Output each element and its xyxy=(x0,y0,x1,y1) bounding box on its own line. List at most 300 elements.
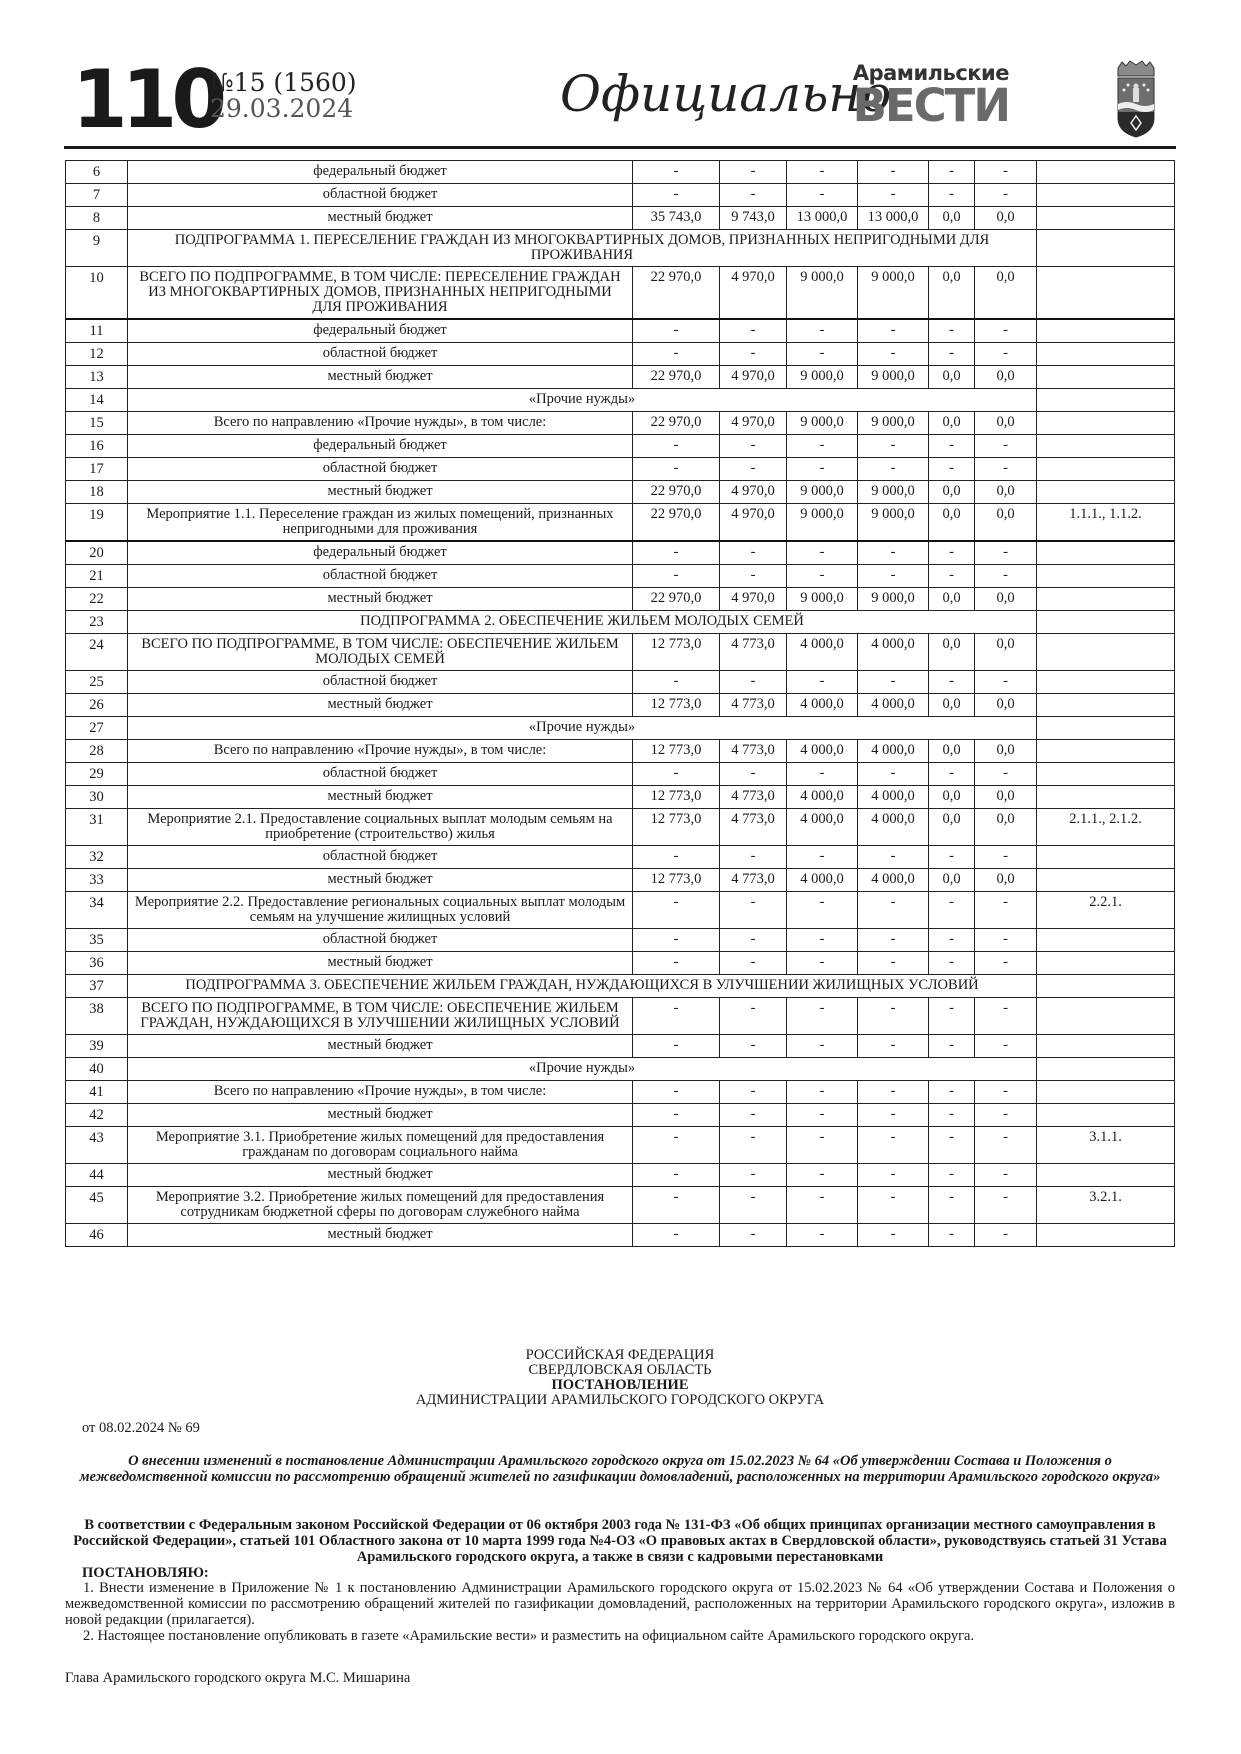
value-cell: - xyxy=(633,343,720,366)
value-cell: 0,0 xyxy=(975,412,1037,435)
value-cell: - xyxy=(720,1224,787,1247)
resolution-date-number: от 08.02.2024 № 69 xyxy=(82,1420,200,1436)
value-cell: - xyxy=(720,1187,787,1224)
target-indicator-ref xyxy=(1037,634,1175,671)
value-cell: - xyxy=(633,671,720,694)
value-cell: 12 773,0 xyxy=(633,809,720,846)
table-row xyxy=(66,565,1175,588)
table-row xyxy=(66,694,1175,717)
table-row xyxy=(66,952,1175,975)
row-number: 22 xyxy=(66,588,128,611)
value-cell: 22 970,0 xyxy=(633,504,720,542)
value-cell: 0,0 xyxy=(975,869,1037,892)
value-cell: - xyxy=(929,1081,975,1104)
value-cell: - xyxy=(929,1104,975,1127)
table-row xyxy=(66,1187,1175,1224)
value-cell: 22 970,0 xyxy=(633,267,720,320)
row-number: 21 xyxy=(66,565,128,588)
value-cell: 4 000,0 xyxy=(858,786,929,809)
value-cell: 9 743,0 xyxy=(720,207,787,230)
value-cell: 0,0 xyxy=(929,412,975,435)
item-name: Всего по направлению «Прочие нужды», в том числе: xyxy=(128,1081,633,1104)
row-number: 44 xyxy=(66,1164,128,1187)
row-number: 39 xyxy=(66,1035,128,1058)
row-number: 38 xyxy=(66,998,128,1035)
masthead-rule xyxy=(64,146,1176,149)
value-cell: - xyxy=(929,1164,975,1187)
value-cell: - xyxy=(858,952,929,975)
value-cell: 12 773,0 xyxy=(633,740,720,763)
item-name: местный бюджет xyxy=(128,869,633,892)
value-cell: 0,0 xyxy=(929,588,975,611)
table-row xyxy=(66,1035,1175,1058)
target-indicator-ref xyxy=(1037,481,1175,504)
value-cell: - xyxy=(787,541,858,565)
value-cell: - xyxy=(929,343,975,366)
logo-top-text: Арамильские xyxy=(852,61,1009,85)
value-cell: - xyxy=(720,184,787,207)
value-cell: - xyxy=(787,184,858,207)
value-cell: - xyxy=(720,763,787,786)
value-cell: 0,0 xyxy=(929,740,975,763)
value-cell: 9 000,0 xyxy=(858,504,929,542)
resolve-word: ПОСТАНОВЛЯЮ: xyxy=(82,1565,209,1581)
table-row xyxy=(66,1164,1175,1187)
value-cell: - xyxy=(975,458,1037,481)
value-cell: - xyxy=(787,846,858,869)
value-cell: 4 970,0 xyxy=(720,267,787,320)
value-cell: 0,0 xyxy=(929,786,975,809)
target-indicator-ref xyxy=(1037,541,1175,565)
value-cell: - xyxy=(787,892,858,929)
item-name: местный бюджет xyxy=(128,1104,633,1127)
row-number: 14 xyxy=(66,389,128,412)
value-cell: - xyxy=(787,435,858,458)
item-name: местный бюджет xyxy=(128,366,633,389)
value-cell: - xyxy=(787,458,858,481)
resolution-title: О внесении изменений в постановление Администрации Арамильского городского округа от 15.02.2023 № 64 «Об утверждении Состава и Положения о межведомственной комиссии по рассмотрению обращений жителей по газификации домовладений, расположенных на территории Арамильского городского округа» xyxy=(79,1453,1161,1485)
value-cell: - xyxy=(633,998,720,1035)
value-cell: 9 000,0 xyxy=(787,588,858,611)
ref-cell xyxy=(1037,975,1175,998)
value-cell: - xyxy=(787,952,858,975)
section-heading: «Прочие нужды» xyxy=(128,717,1037,740)
item-name: местный бюджет xyxy=(128,207,633,230)
value-cell: - xyxy=(720,846,787,869)
value-cell: - xyxy=(858,1081,929,1104)
table-row xyxy=(66,634,1175,671)
item-name: ВСЕГО ПО ПОДПРОГРАММЕ, В ТОМ ЧИСЛЕ: ОБЕСПЕЧЕНИЕ ЖИЛЬЕМ МОЛОДЫХ СЕМЕЙ xyxy=(128,634,633,671)
value-cell: 4 000,0 xyxy=(787,740,858,763)
ref-cell xyxy=(1037,717,1175,740)
value-cell: - xyxy=(929,435,975,458)
budget-table xyxy=(65,160,1175,1247)
value-cell: - xyxy=(633,1104,720,1127)
value-cell: 9 000,0 xyxy=(858,481,929,504)
value-cell: 35 743,0 xyxy=(633,207,720,230)
table-row xyxy=(66,184,1175,207)
value-cell: 0,0 xyxy=(929,481,975,504)
value-cell: - xyxy=(787,1104,858,1127)
target-indicator-ref xyxy=(1037,740,1175,763)
value-cell: - xyxy=(720,671,787,694)
item-name: федеральный бюджет xyxy=(128,541,633,565)
value-cell: 4 000,0 xyxy=(787,694,858,717)
value-cell: - xyxy=(787,319,858,343)
value-cell: - xyxy=(787,929,858,952)
row-number: 43 xyxy=(66,1127,128,1164)
value-cell: - xyxy=(975,929,1037,952)
value-cell: - xyxy=(929,846,975,869)
target-indicator-ref xyxy=(1037,366,1175,389)
target-indicator-ref xyxy=(1037,1164,1175,1187)
table-row xyxy=(66,412,1175,435)
target-indicator-ref xyxy=(1037,1035,1175,1058)
ref-cell xyxy=(1037,611,1175,634)
item-name: федеральный бюджет xyxy=(128,435,633,458)
row-number: 16 xyxy=(66,435,128,458)
item-name: Всего по направлению «Прочие нужды», в том числе: xyxy=(128,740,633,763)
table-row xyxy=(66,998,1175,1035)
table-row xyxy=(66,846,1175,869)
row-number: 15 xyxy=(66,412,128,435)
value-cell: 9 000,0 xyxy=(858,412,929,435)
target-indicator-ref xyxy=(1037,319,1175,343)
item-name: Мероприятие 2.1. Предоставление социальных выплат молодым семьям на приобретение (строительство) жилья xyxy=(128,809,633,846)
value-cell: - xyxy=(929,952,975,975)
target-indicator-ref xyxy=(1037,267,1175,320)
value-cell: - xyxy=(858,1127,929,1164)
value-cell: - xyxy=(633,1164,720,1187)
target-indicator-ref xyxy=(1037,952,1175,975)
value-cell: - xyxy=(975,161,1037,184)
value-cell: 4 000,0 xyxy=(858,809,929,846)
value-cell: - xyxy=(787,343,858,366)
table-row xyxy=(66,671,1175,694)
ref-cell xyxy=(1037,230,1175,267)
row-number: 27 xyxy=(66,717,128,740)
value-cell: - xyxy=(929,319,975,343)
section-heading: «Прочие нужды» xyxy=(128,389,1037,412)
item-name: ВСЕГО ПО ПОДПРОГРАММЕ, В ТОМ ЧИСЛЕ: ОБЕСПЕЧЕНИЕ ЖИЛЬЕМ ГРАЖДАН, НУЖДАЮЩИХСЯ В УЛУЧШЕНИИ ЖИЛИЩНЫХ УСЛОВИЙ xyxy=(128,998,633,1035)
row-number: 25 xyxy=(66,671,128,694)
target-indicator-ref xyxy=(1037,588,1175,611)
target-indicator-ref xyxy=(1037,565,1175,588)
row-number: 9 xyxy=(66,230,128,267)
value-cell: - xyxy=(975,1035,1037,1058)
value-cell: 22 970,0 xyxy=(633,412,720,435)
row-number: 45 xyxy=(66,1187,128,1224)
value-cell: 0,0 xyxy=(975,481,1037,504)
item-name: местный бюджет xyxy=(128,694,633,717)
section-heading: ПОДПРОГРАММА 2. ОБЕСПЕЧЕНИЕ ЖИЛЬЕМ МОЛОДЫХ СЕМЕЙ xyxy=(128,611,1037,634)
value-cell: 4 000,0 xyxy=(858,740,929,763)
value-cell: 4 773,0 xyxy=(720,809,787,846)
value-cell: 0,0 xyxy=(975,809,1037,846)
item-name: областной бюджет xyxy=(128,343,633,366)
table-row xyxy=(66,740,1175,763)
value-cell: - xyxy=(858,892,929,929)
item-name: областной бюджет xyxy=(128,184,633,207)
value-cell: - xyxy=(975,892,1037,929)
table-row xyxy=(66,458,1175,481)
value-cell: - xyxy=(929,671,975,694)
value-cell: 9 000,0 xyxy=(858,366,929,389)
value-cell: - xyxy=(858,1224,929,1247)
value-cell: - xyxy=(787,671,858,694)
table-row xyxy=(66,1081,1175,1104)
target-indicator-ref xyxy=(1037,1081,1175,1104)
table-row xyxy=(66,869,1175,892)
value-cell: 9 000,0 xyxy=(858,588,929,611)
resolution-item-2: 2. Настоящее постановление опубликовать в газете «Арамильские вести» и разместить на официальном сайте Арамильского городского округа. xyxy=(83,1628,975,1644)
row-number: 19 xyxy=(66,504,128,542)
value-cell: - xyxy=(929,892,975,929)
value-cell: 0,0 xyxy=(975,207,1037,230)
item-name: Мероприятие 1.1. Переселение граждан из жилых помещений, признанных непригодными для проживания xyxy=(128,504,633,542)
value-cell: - xyxy=(929,541,975,565)
value-cell: - xyxy=(858,929,929,952)
target-indicator-ref xyxy=(1037,435,1175,458)
value-cell: 0,0 xyxy=(929,634,975,671)
value-cell: 22 970,0 xyxy=(633,366,720,389)
table-row xyxy=(66,611,1175,634)
value-cell: - xyxy=(929,763,975,786)
section-title: Официально xyxy=(560,65,892,123)
value-cell: 22 970,0 xyxy=(633,588,720,611)
header-line-authority: АДМИНИСТРАЦИИ АРАМИЛЬСКОГО ГОРОДСКОГО ОКРУГА xyxy=(415,1392,825,1408)
table-row xyxy=(66,481,1175,504)
value-cell: - xyxy=(929,161,975,184)
value-cell: 4 970,0 xyxy=(720,412,787,435)
row-number: 40 xyxy=(66,1058,128,1081)
row-number: 32 xyxy=(66,846,128,869)
value-cell: 9 000,0 xyxy=(787,412,858,435)
item-name: Мероприятие 3.2. Приобретение жилых помещений для предоставления сотрудникам бюджетной сферы по договорам служебного найма xyxy=(128,1187,633,1224)
row-number: 41 xyxy=(66,1081,128,1104)
table-row xyxy=(66,207,1175,230)
table-row xyxy=(66,504,1175,542)
row-number: 17 xyxy=(66,458,128,481)
value-cell: - xyxy=(787,1081,858,1104)
row-number: 13 xyxy=(66,366,128,389)
value-cell: 0,0 xyxy=(975,588,1037,611)
item-name: местный бюджет xyxy=(128,952,633,975)
value-cell: - xyxy=(858,1187,929,1224)
item-name: федеральный бюджет xyxy=(128,161,633,184)
row-number: 29 xyxy=(66,763,128,786)
value-cell: - xyxy=(858,1035,929,1058)
value-cell: - xyxy=(858,184,929,207)
value-cell: 9 000,0 xyxy=(787,366,858,389)
item-name: Всего по направлению «Прочие нужды», в том числе: xyxy=(128,412,633,435)
row-number: 23 xyxy=(66,611,128,634)
value-cell: - xyxy=(633,565,720,588)
target-indicator-ref: 3.2.1. xyxy=(1037,1187,1175,1224)
target-indicator-ref xyxy=(1037,458,1175,481)
target-indicator-ref xyxy=(1037,343,1175,366)
table-row xyxy=(66,389,1175,412)
target-indicator-ref: 1.1.1., 1.1.2. xyxy=(1037,504,1175,542)
value-cell: - xyxy=(720,458,787,481)
value-cell: - xyxy=(975,319,1037,343)
value-cell: - xyxy=(858,671,929,694)
value-cell: 0,0 xyxy=(929,267,975,320)
item-name: областной бюджет xyxy=(128,458,633,481)
issue-info xyxy=(210,70,357,122)
target-indicator-ref xyxy=(1037,694,1175,717)
page-number: 110 xyxy=(72,53,221,146)
item-name: ВСЕГО ПО ПОДПРОГРАММЕ, В ТОМ ЧИСЛЕ: ПЕРЕСЕЛЕНИЕ ГРАЖДАН ИЗ МНОГОКВАРТИРНЫХ ДОМОВ, ПРИЗНАННЫХ НЕПРИГОДНЫМИ ДЛЯ ПРОЖИВАНИЯ xyxy=(128,267,633,320)
target-indicator-ref xyxy=(1037,1104,1175,1127)
value-cell: - xyxy=(858,161,929,184)
row-number: 31 xyxy=(66,809,128,846)
item-name: областной бюджет xyxy=(128,565,633,588)
table-row xyxy=(66,786,1175,809)
value-cell: 4 970,0 xyxy=(720,504,787,542)
value-cell: - xyxy=(975,541,1037,565)
ref-cell xyxy=(1037,1058,1175,1081)
value-cell: 0,0 xyxy=(975,504,1037,542)
target-indicator-ref xyxy=(1037,786,1175,809)
value-cell: 4 970,0 xyxy=(720,481,787,504)
item-name: Мероприятие 3.1. Приобретение жилых помещений для предоставления гражданам по договорам социального найма xyxy=(128,1127,633,1164)
value-cell: - xyxy=(720,1104,787,1127)
row-number: 46 xyxy=(66,1224,128,1247)
value-cell: - xyxy=(633,541,720,565)
value-cell: 0,0 xyxy=(929,869,975,892)
row-number: 35 xyxy=(66,929,128,952)
row-number: 34 xyxy=(66,892,128,929)
value-cell: - xyxy=(929,1035,975,1058)
value-cell: - xyxy=(975,998,1037,1035)
value-cell: - xyxy=(858,565,929,588)
value-cell: - xyxy=(787,1164,858,1187)
resolution-item-1: 1. Внести изменение в Приложение № 1 к постановлению Администрации Арамильского городского округа от 15.02.2023 № 64 «Об утверждении Состава и Положения о межведомственной комиссии по рассмотрению обращений жителей по газификации домовладений, расположенных на территории Арамильского городского округа», изложив в новой редакции (прилагается). xyxy=(65,1580,1175,1628)
value-cell: - xyxy=(858,1104,929,1127)
row-number: 8 xyxy=(66,207,128,230)
row-number: 11 xyxy=(66,319,128,343)
value-cell: - xyxy=(720,1081,787,1104)
issue-number: №15 (1560) xyxy=(210,68,357,97)
row-number: 18 xyxy=(66,481,128,504)
value-cell: - xyxy=(975,343,1037,366)
target-indicator-ref xyxy=(1037,846,1175,869)
value-cell: 0,0 xyxy=(929,504,975,542)
table-row xyxy=(66,717,1175,740)
value-cell: - xyxy=(787,763,858,786)
value-cell: 4 773,0 xyxy=(720,740,787,763)
value-cell: - xyxy=(858,763,929,786)
table-row xyxy=(66,267,1175,320)
value-cell: - xyxy=(858,1164,929,1187)
value-cell: - xyxy=(633,763,720,786)
value-cell: 0,0 xyxy=(975,634,1037,671)
value-cell: 4 000,0 xyxy=(858,694,929,717)
value-cell: - xyxy=(720,929,787,952)
value-cell: - xyxy=(787,1035,858,1058)
table-row xyxy=(66,1127,1175,1164)
value-cell: 12 773,0 xyxy=(633,869,720,892)
value-cell: - xyxy=(720,541,787,565)
value-cell: - xyxy=(633,1035,720,1058)
table-row xyxy=(66,541,1175,565)
section-heading: ПОДПРОГРАММА 3. ОБЕСПЕЧЕНИЕ ЖИЛЬЕМ ГРАЖДАН, НУЖДАЮЩИХСЯ В УЛУЧШЕНИИ ЖИЛИЩНЫХ УСЛОВИЙ xyxy=(128,975,1037,998)
section-heading: ПОДПРОГРАММА 1. ПЕРЕСЕЛЕНИЕ ГРАЖДАН ИЗ МНОГОКВАРТИРНЫХ ДОМОВ, ПРИЗНАННЫХ НЕПРИГОДНЫМИ ДЛЯ ПРОЖИВАНИЯ xyxy=(128,230,1037,267)
value-cell: - xyxy=(929,184,975,207)
value-cell: - xyxy=(975,1164,1037,1187)
value-cell: - xyxy=(858,458,929,481)
item-name: местный бюджет xyxy=(128,1164,633,1187)
table-row xyxy=(66,343,1175,366)
target-indicator-ref xyxy=(1037,763,1175,786)
masthead xyxy=(64,53,1184,148)
target-indicator-ref xyxy=(1037,929,1175,952)
value-cell: - xyxy=(975,763,1037,786)
value-cell: 9 000,0 xyxy=(787,504,858,542)
value-cell: - xyxy=(787,1224,858,1247)
value-cell: 0,0 xyxy=(975,786,1037,809)
item-name: областной бюджет xyxy=(128,929,633,952)
value-cell: 4 773,0 xyxy=(720,869,787,892)
value-cell: - xyxy=(633,892,720,929)
value-cell: - xyxy=(720,343,787,366)
value-cell: - xyxy=(975,435,1037,458)
target-indicator-ref: 2.2.1. xyxy=(1037,892,1175,929)
target-indicator-ref xyxy=(1037,412,1175,435)
table-row xyxy=(66,763,1175,786)
row-number: 28 xyxy=(66,740,128,763)
value-cell: - xyxy=(929,565,975,588)
value-cell: 4 000,0 xyxy=(858,869,929,892)
table-row xyxy=(66,319,1175,343)
table-body xyxy=(66,161,1175,1247)
value-cell: - xyxy=(720,952,787,975)
value-cell: 9 000,0 xyxy=(858,267,929,320)
value-cell: - xyxy=(929,929,975,952)
value-cell: - xyxy=(787,998,858,1035)
table-row xyxy=(66,975,1175,998)
value-cell: - xyxy=(720,319,787,343)
value-cell: 22 970,0 xyxy=(633,481,720,504)
value-cell: - xyxy=(858,435,929,458)
value-cell: - xyxy=(858,343,929,366)
issue-date: 29.03.2024 xyxy=(210,94,354,123)
value-cell: 4 000,0 xyxy=(787,634,858,671)
value-cell: 4 970,0 xyxy=(720,366,787,389)
value-cell: - xyxy=(975,1127,1037,1164)
row-number: 20 xyxy=(66,541,128,565)
target-indicator-ref xyxy=(1037,1224,1175,1247)
value-cell: 0,0 xyxy=(929,809,975,846)
value-cell: - xyxy=(633,184,720,207)
value-cell: - xyxy=(929,1224,975,1247)
value-cell: 0,0 xyxy=(929,366,975,389)
value-cell: 0,0 xyxy=(975,740,1037,763)
value-cell: - xyxy=(720,1164,787,1187)
target-indicator-ref xyxy=(1037,998,1175,1035)
value-cell: - xyxy=(858,541,929,565)
value-cell: 9 000,0 xyxy=(787,267,858,320)
value-cell: - xyxy=(633,1127,720,1164)
value-cell: - xyxy=(929,1127,975,1164)
table-row xyxy=(66,809,1175,846)
value-cell: 12 773,0 xyxy=(633,694,720,717)
row-number: 42 xyxy=(66,1104,128,1127)
city-coat-of-arms-icon xyxy=(1114,60,1158,138)
value-cell: 0,0 xyxy=(929,207,975,230)
value-cell: 4 000,0 xyxy=(787,809,858,846)
